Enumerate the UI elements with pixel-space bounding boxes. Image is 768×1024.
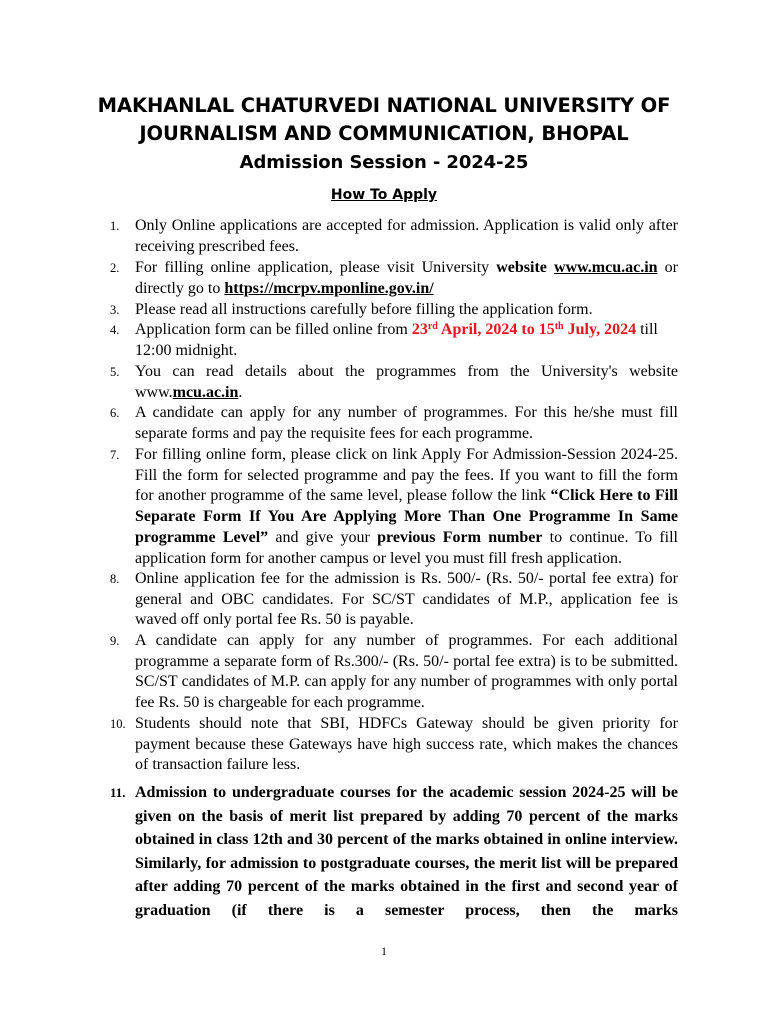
item-number: 1. [110,219,120,233]
item-number: 8. [110,572,120,586]
item-text [135,320,678,361]
list-item [110,781,678,923]
list-item [110,320,678,361]
item-text: Online application fee for the admission is Rs. 500/- (Rs. 50/- portal fee extra) for general and OBC candidates. For SC/ST candidates of M.P., application fee is waved off only portal fee Rs. 50 is payable. [135,570,678,629]
item-number: 4. [110,323,120,337]
mponline-portal-link[interactable]: https://mcrpv.mponline.gov.in/ [224,279,434,297]
list-item [110,714,678,776]
item-text: Admission to undergraduate courses for the academic session 2024-25 will be given on the basis of merit list prepared by adding 70 percent of the marks obtained in class 12th and 30 percent of the marks obtained in online interview. Similarly, for admission to postgraduate courses, the merit list will be prepared after adding 70 percent of the marks obtained in the first and second year of graduation (if there is a semester process, then the marks [135,784,678,919]
item-number: 11. [110,785,126,800]
admission-session-title: Admission Session - 2024-25 [239,152,529,173]
section-title: How To Apply [330,187,438,203]
item-text: You can read details about the programmes from the University's website www.mcu.ac.in. [135,363,678,401]
list-item [110,362,678,403]
item-text-part: For filling online form, please click on link Apply For Admission-Session 2024-25. Fill the form for selected programme and pay the fees. If you want to fill the form for another programme of the same level, please follow the link [135,446,678,505]
page-number: 1 [381,944,387,958]
item-text: Please read all instructions carefully before filling the application form. [135,301,593,318]
item-text-bold: website [496,259,555,276]
item-number: 5. [110,365,120,379]
university-website-link[interactable]: mcu.ac.in [172,383,239,401]
item-number: 7. [110,448,120,462]
item-text-bold: previous Form number [377,528,543,546]
item-text: Students should note that SBI, HDFCs Gateway should be given priority for payment because these Gateways have high success rate, which makes the chances of transaction failure less. [135,715,678,774]
item-number: 10. [110,717,126,731]
separate-form-link-text: “Click Here to Fill Separate Form If You Are Applying More Than One Programme In Same programme Level” [135,487,678,546]
list-item [110,445,678,569]
list-item [110,216,678,257]
list-item [110,631,678,714]
university-website-link[interactable]: www.mcu.ac.in [554,259,658,276]
item-text: A candidate can apply for any number of programmes. For each additional programme a separate form of Rs.300/- (Rs. 50/- portal fee extra) is to be submitted. SC/ST candidates of M.P. can apply for any number of programmes with only portal fee Rs. 50 is chargeable for each programme. [135,632,678,712]
item-text: A candidate can apply for any number of programmes. For this he/she must fill separate forms and pay the requisite fees for each programme. [135,404,678,442]
item-text-part: You can read details about the programmes from the University's website www. [135,363,678,401]
list-item [110,403,678,444]
item-text [135,258,678,299]
item-text-part: For filling online application, please visit University [135,259,497,276]
item-text-part: Application form can be filled online from [135,321,412,338]
item-number: 3. [110,303,120,317]
item-text-part: till 12:00 midnight. [135,321,658,359]
item-text: For filling online form, please click on link Apply For Admission-Session 2024-25. Fill the form for selected programme and pay the fees. If you want to fill the form for another programme of the same level, please follow the link “Click Here to Fill Separate Form If You Are Applying More Than One Programme In Same programme Level” and give your previous Form number to continue. To fill application form for another campus or level you must fill fresh application. [135,446,679,567]
university-name-line2: JOURNALISM AND COMMUNICATION, BHOPAL [139,122,629,145]
item-number: 6. [110,406,120,420]
application-dates: 23rd April, 2024 to 15th July, 2024 [411,321,637,338]
item-number: 2. [110,261,120,275]
university-name-line1: MAKHANLAL CHATURVEDI NATIONAL UNIVERSITY OF [97,94,671,117]
list-item [110,300,678,321]
list-item [110,258,678,299]
item-number: 9. [110,634,120,648]
item-text: Only Online applications are accepted for admission. Application is valid only after receiving prescribed fees. [135,217,678,255]
item-text-part: or directly go to [135,259,679,297]
list-item [110,569,678,631]
